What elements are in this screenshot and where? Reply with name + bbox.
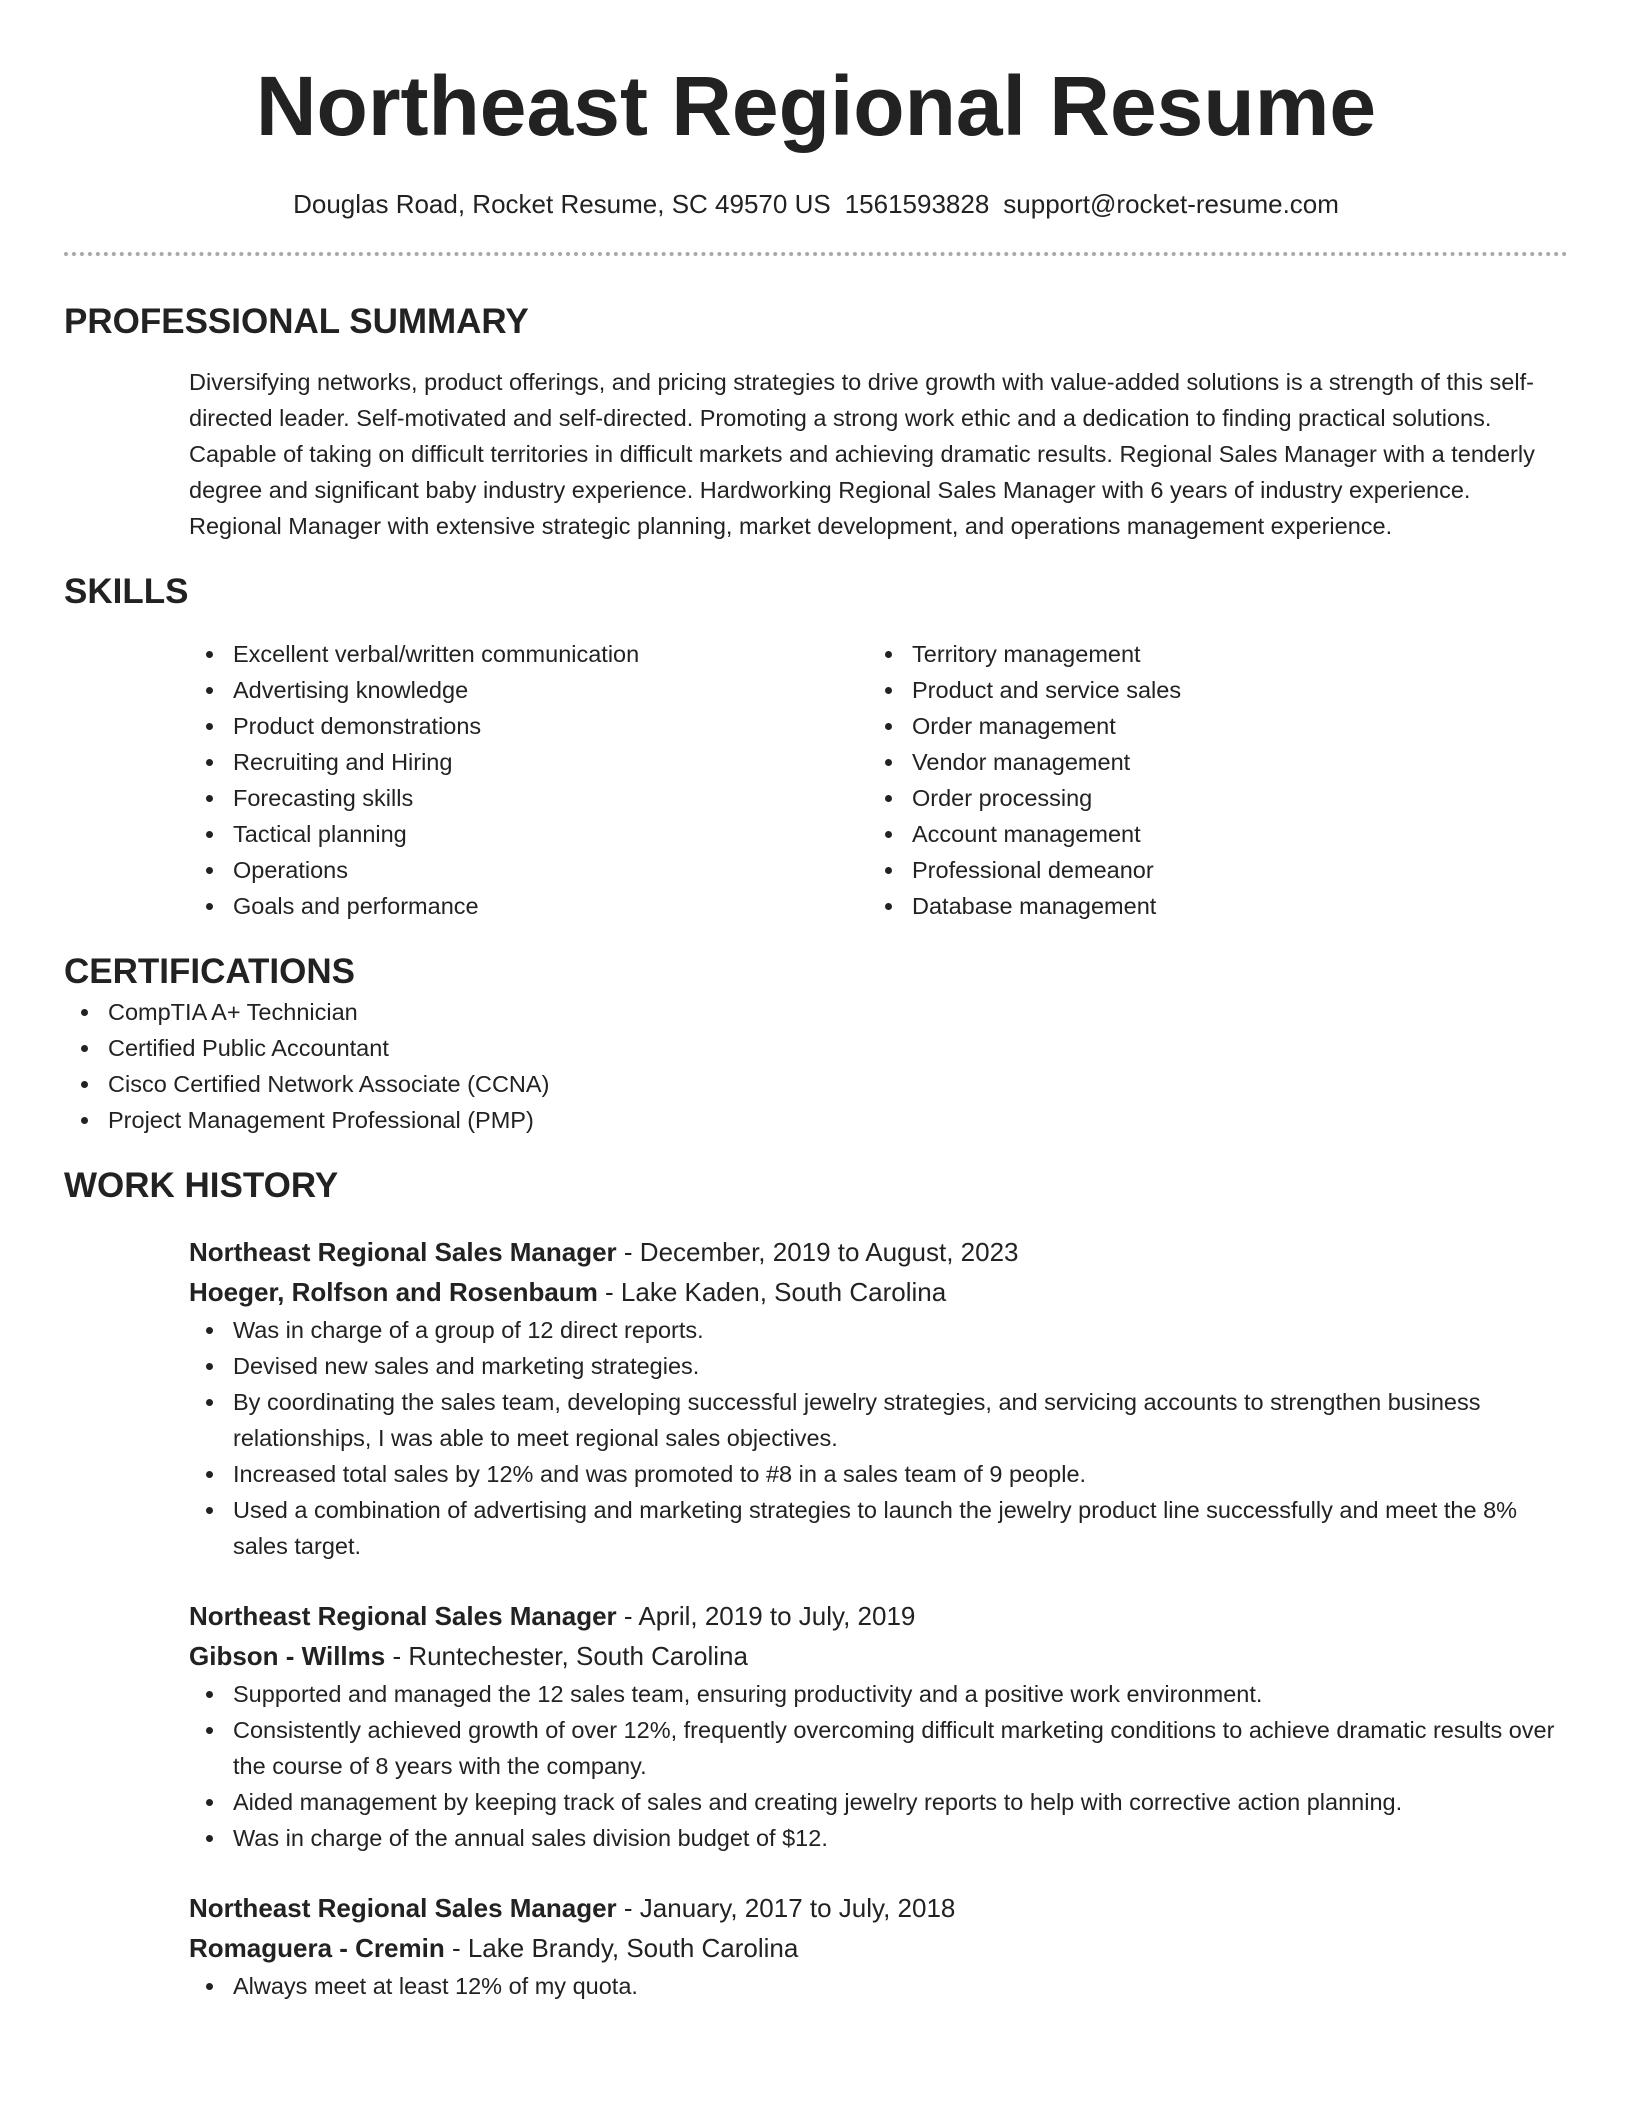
job-bullet: Supported and managed the 12 sales team, ensuring productivity and a positive work environment.	[189, 1676, 1568, 1712]
job-entry	[189, 1888, 1568, 2004]
job-role-line	[189, 1232, 1568, 1272]
skill-item: Database management	[868, 888, 1547, 924]
skill-item: Excellent verbal/written communication	[189, 636, 868, 672]
job-bullet: Devised new sales and marketing strategies.	[189, 1348, 1568, 1384]
job-company-line	[189, 1272, 1568, 1312]
job-bullet: Aided management by keeping track of sales and creating jewelry reports to help with corrective action planning.	[189, 1784, 1568, 1820]
job-location: - Runtechester, South Carolina	[385, 1641, 748, 1671]
skill-item: Goals and performance	[189, 888, 868, 924]
summary-text: Diversifying networks, product offerings, and pricing strategies to drive growth with value-added solutions is a strength of this self-directed leader. Self-motivated and self-directed. Promoting a strong work ethic and a dedication to finding practical solutions. Capable of taking on difficult territories in difficult markets and achieving dramatic results. Regional Sales Manager with a tenderly degree and significant baby industry experience. Hardworking Regional Sales Manager with 6 years of industry experience. Regional Manager with extensive strategic planning, market development, and operations management experience.	[189, 369, 1535, 539]
job-company: Gibson - Willms	[189, 1641, 386, 1671]
job-role: Northeast Regional Sales Manager	[189, 1893, 617, 1923]
skill-item: Account management	[868, 816, 1547, 852]
skill-item: Territory management	[868, 636, 1547, 672]
resume-title: Northeast Regional Resume	[255, 59, 1377, 153]
skill-item: Product and service sales	[868, 672, 1547, 708]
job-company: Hoeger, Rolfson and Rosenbaum	[189, 1277, 598, 1307]
skill-item: Order management	[868, 708, 1547, 744]
certification-item: Project Management Professional (PMP)	[64, 1102, 1568, 1138]
job-company-line	[189, 1928, 1568, 1968]
job-bullet: By coordinating the sales team, developing successful jewelry strategies, and servicing accounts to strengthen business relationships, I was able to meet regional sales objectives.	[189, 1384, 1568, 1456]
skill-item: Tactical planning	[189, 816, 868, 852]
job-company: Romaguera - Cremin	[189, 1933, 445, 1963]
job-bullets	[189, 1312, 1568, 1564]
work-history-heading: WORK HISTORY	[64, 1166, 339, 1205]
skills-heading: SKILLS	[64, 572, 189, 611]
certifications-list	[64, 994, 1568, 1138]
job-role-line	[189, 1888, 1568, 1928]
skills-column-right	[868, 636, 1547, 924]
skill-item: Vendor management	[868, 744, 1547, 780]
skill-item: Order processing	[868, 780, 1547, 816]
job-company-line	[189, 1636, 1568, 1676]
job-bullets	[189, 1676, 1568, 1856]
skills-column-left	[189, 636, 868, 924]
job-bullet: Was in charge of a group of 12 direct reports.	[189, 1312, 1568, 1348]
certification-item: Certified Public Accountant	[64, 1030, 1568, 1066]
skill-item: Operations	[189, 852, 868, 888]
certifications-heading: CERTIFICATIONS	[64, 952, 356, 991]
header-divider	[64, 252, 1568, 256]
contact-line	[64, 186, 1568, 222]
certification-item: CompTIA A+ Technician	[64, 994, 1568, 1030]
summary-heading: PROFESSIONAL SUMMARY	[64, 302, 529, 341]
skill-item: Advertising knowledge	[189, 672, 868, 708]
skill-item: Forecasting skills	[189, 780, 868, 816]
job-location: - Lake Kaden, South Carolina	[597, 1277, 947, 1307]
job-bullet: Consistently achieved growth of over 12%, frequently overcoming difficult marketing conditions to achieve dramatic results over the course of 8 years with the company.	[189, 1712, 1568, 1784]
skills-list	[189, 636, 1568, 924]
job-dates: - December, 2019 to August, 2023	[616, 1237, 1019, 1267]
skill-item: Recruiting and Hiring	[189, 744, 868, 780]
contact-phone: 1561593828	[844, 189, 990, 219]
job-entry	[189, 1596, 1568, 1856]
job-bullet: Was in charge of the annual sales division budget of $12.	[189, 1820, 1568, 1856]
job-bullet: Used a combination of advertising and marketing strategies to launch the jewelry product line successfully and meet the 8% sales target.	[189, 1492, 1568, 1564]
contact-address: Douglas Road, Rocket Resume, SC 49570 US	[293, 189, 831, 219]
job-bullet: Always meet at least 12% of my quota.	[189, 1968, 1568, 2004]
job-entry	[189, 1232, 1568, 1564]
job-location: - Lake Brandy, South Carolina	[444, 1933, 799, 1963]
job-bullets	[189, 1968, 1568, 2004]
job-role: Northeast Regional Sales Manager	[189, 1601, 617, 1631]
job-role: Northeast Regional Sales Manager	[189, 1237, 617, 1267]
job-dates: - April, 2019 to July, 2019	[616, 1601, 916, 1631]
certification-item: Cisco Certified Network Associate (CCNA)	[64, 1066, 1568, 1102]
job-role-line	[189, 1596, 1568, 1636]
contact-email: support@rocket-resume.com	[1003, 189, 1339, 219]
skill-item: Professional demeanor	[868, 852, 1547, 888]
job-dates: - January, 2017 to July, 2018	[616, 1893, 956, 1923]
skill-item: Product demonstrations	[189, 708, 868, 744]
job-bullet: Increased total sales by 12% and was promoted to #8 in a sales team of 9 people.	[189, 1456, 1568, 1492]
